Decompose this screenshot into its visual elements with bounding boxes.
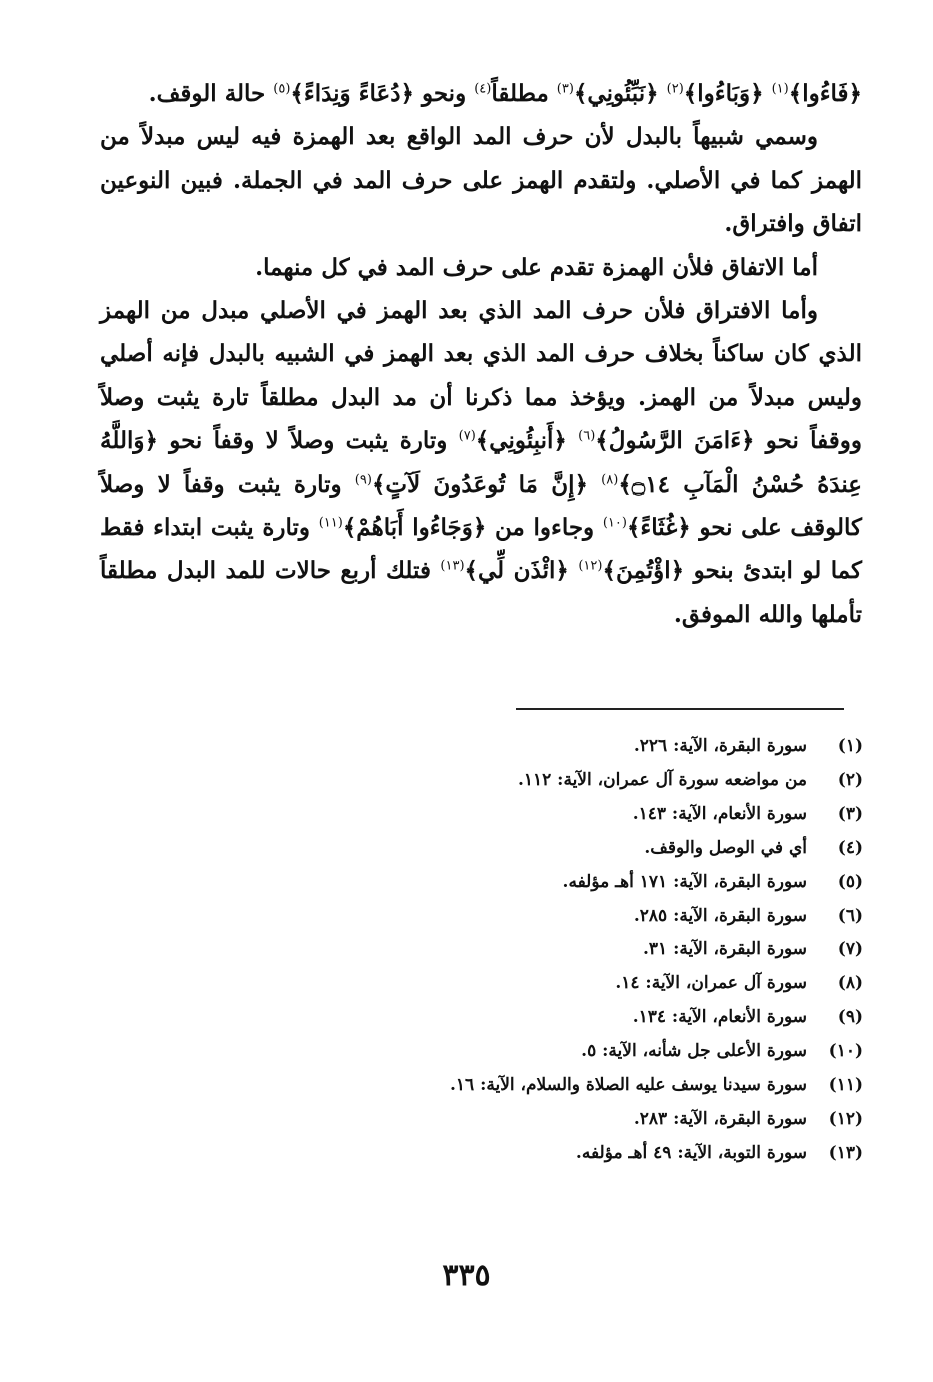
footnote-ref: (٧): [458, 428, 476, 444]
footnote-text: سورة الأنعام، الآية: ١٣٤.: [632, 1007, 807, 1028]
footnote-number: (٦): [837, 905, 863, 926]
footnote-number: (١): [837, 736, 863, 756]
footnote-ref: (٤): [474, 81, 492, 97]
paragraph-text: حالة الوقف.: [148, 80, 274, 107]
footnote-number: (١٠): [828, 1041, 863, 1062]
footnote-ref: (١٣): [440, 558, 465, 574]
footnote-number: (٩): [837, 1007, 863, 1028]
paragraph-text: ﴿فَاءُوا﴾: [788, 80, 862, 107]
footnote-ref: (٨): [601, 472, 619, 487]
paragraph-text: مطلقاً: [491, 80, 557, 107]
paragraph: [100, 72, 862, 115]
paragraph-text: وتارة يثبت وصلاً لا وقفاً نحو ﴿وَاللَّهُ عِندَهُ حُسْنُ الْمَآبِ ۝١٤﴾: [100, 427, 862, 498]
paragraph-text: ﴿وَبَاءُوا﴾: [683, 80, 772, 107]
footnote-number: (٧): [837, 939, 863, 960]
footnote-item: [343, 933, 863, 967]
footnote-ref: (١١): [318, 515, 343, 531]
footnote-number: (١١): [828, 1075, 863, 1096]
footnote-item: [343, 730, 863, 764]
footnote-item: [343, 900, 863, 934]
page-number: ٣٣٥: [442, 1258, 491, 1293]
footnote-item: [343, 1035, 863, 1069]
footnote-ref: (٢): [666, 81, 684, 97]
footnote-ref: (١٢): [578, 558, 603, 574]
footnote-ref: (٩): [354, 472, 372, 487]
footnotes-list: [343, 730, 863, 1171]
footnote-item: [343, 967, 863, 1001]
paragraph-text: وتارة يثبت ابتداء فقط كما لو ابتدئ بنحو ﴿اؤْتُمِنَ﴾: [100, 514, 862, 585]
paragraph: [100, 246, 862, 289]
footnote-ref: (١٠): [602, 515, 627, 531]
paragraph-text: ﴿نَبِّئُونِي﴾: [573, 80, 667, 107]
paragraph: [100, 289, 862, 636]
footnote-item: [343, 798, 863, 832]
footnote-item: [343, 832, 863, 866]
footnote-number: (٨): [837, 973, 863, 994]
footnote-text: سورة آل عمران، الآية: ١٤.: [615, 973, 807, 994]
footnote-number: (٣): [837, 803, 863, 824]
footnote-ref: (٣): [556, 81, 574, 97]
paragraph-text: وسمي شبيهاً بالبدل لأن حرف المد الواقع بعد الهمزة فيه ليس مبدلاً من الهمز كما في الأصلي. ولتقدم الهمز على حرف المد في الجملة. فبين النوعين اتفاق وافتراق.: [100, 123, 862, 238]
paragraph-text: وتارة يثبت وقفاً لا وصلاً كالوقف على نحو ﴿غُثَاءً﴾: [100, 470, 862, 542]
footnote-text: سورة الأعلى جل شأنه، الآية: ٥.: [581, 1041, 807, 1062]
paragraph-text: فتلك أربع حالات للمد البدل مطلقاً تأملها والله الموفق.: [100, 557, 862, 628]
paragraph-text: أما الاتفاق فلأن الهمزة تقدم على حرف المد في كل منهما.: [255, 253, 818, 281]
footnote-text: سورة سيدنا يوسف عليه الصلاة والسلام، الآية: ١٦.: [449, 1075, 807, 1096]
footnote-number: (٥): [837, 871, 863, 892]
paragraph-text: ونحو ﴿دُعَاءً وَنِدَاءً﴾: [290, 80, 475, 107]
footnote-item: [343, 866, 863, 900]
paragraph: [100, 115, 862, 245]
main-text: [100, 72, 862, 636]
footnote-number: (٢): [837, 769, 863, 790]
footnote-text: سورة البقرة، الآية: ٢٨٣.: [633, 1108, 807, 1129]
footnote-ref: (١): [771, 81, 789, 97]
paragraph-text: ﴿أَنبِئُونِي﴾: [475, 427, 579, 455]
footnote-text: سورة التوبة، الآية: ٤٩ أهـ مؤلفه.: [575, 1142, 807, 1163]
footnote-number: (١٢): [828, 1108, 863, 1129]
footnote-separator: [516, 708, 844, 710]
paragraph-text: وأما الافتراق فلأن حرف المد الذي بعد الهمز في الأصلي مبدل من الهمز الذي كان ساكناً بخلاف حرف المد الذي بعد الهمز في الشبيه بالبدل فإنه أصلي وليس مبدلاً من الهمز. ويؤخذ مما ذكرنا أن مد البدل مطلقاً تارة يثبت وصلاً ووقفاً نحو ﴿ءَامَنَ الرَّسُولُ﴾: [100, 297, 862, 455]
footnote-ref: (٥): [273, 81, 291, 97]
footnote-text: من مواضعه سورة آل عمران، الآية: ١١٢.: [517, 769, 807, 790]
footnote-item: [343, 1103, 863, 1137]
paragraph-text: وجاءوا من ﴿وَجَاءُوا أَبَاهُمْ﴾: [342, 514, 603, 542]
footnote-ref: (٦): [578, 428, 596, 444]
footnote-text: سورة البقرة، الآية: ١٧١ أهـ مؤلفه.: [562, 871, 807, 892]
footnote-text: سورة البقرة، الآية: ٢٨٥.: [633, 905, 807, 926]
footnote-text: أي في الوصل والوقف.: [644, 837, 807, 858]
footnote-text: سورة الأنعام، الآية: ١٤٣.: [632, 803, 807, 824]
footnote-number: (٤): [837, 837, 863, 858]
footnote-item: [343, 1001, 863, 1035]
footnote-text: سورة البقرة، الآية: ٢٢٦.: [633, 736, 807, 756]
footnote-text: سورة البقرة، الآية: ٣١.: [642, 939, 807, 960]
footnote-number: (١٣): [828, 1142, 863, 1163]
footnote-item: [343, 1069, 863, 1103]
footnote-item: [343, 1137, 863, 1171]
paragraph-text: ﴿إِنَّ مَا تُوعَدُونَ لَآتٍ﴾: [371, 470, 602, 498]
paragraph-text: ﴿ائْذَن لِّي﴾: [464, 557, 579, 585]
footnote-item: [343, 764, 863, 798]
